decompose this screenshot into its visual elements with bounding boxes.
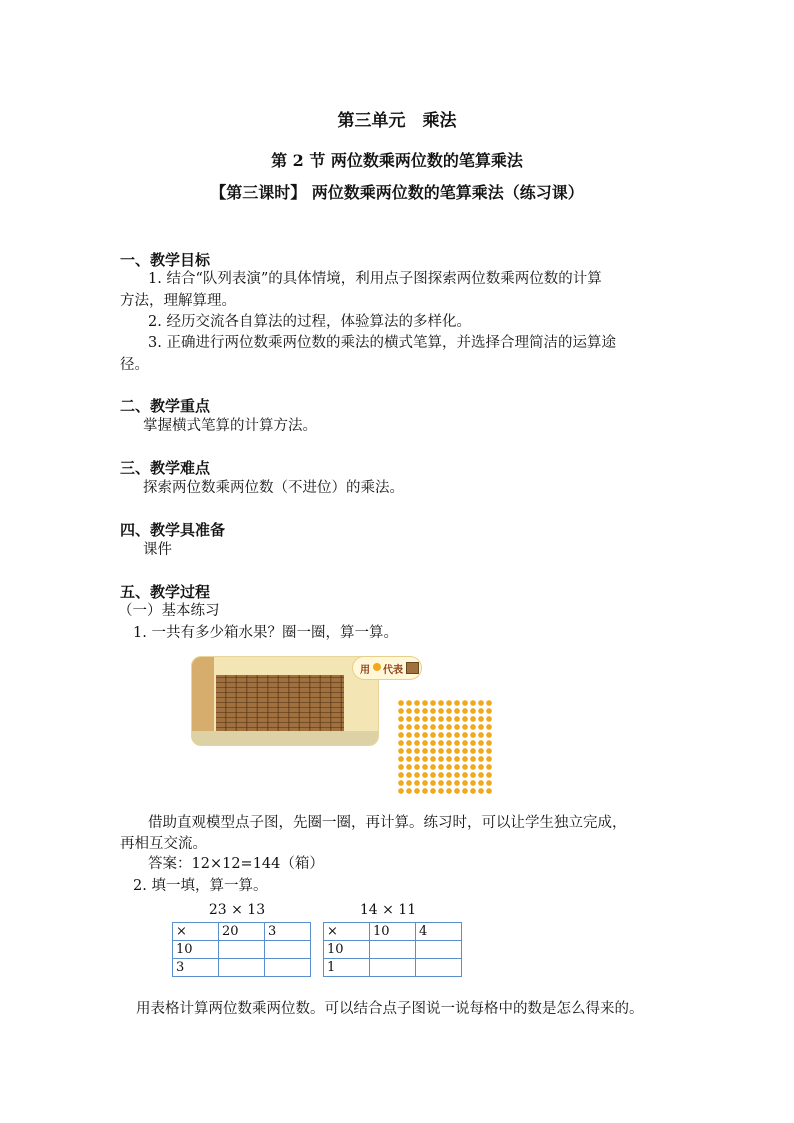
table-cell <box>370 959 416 977</box>
question-1: 1. 一共有多少箱水果？圈一圈，算一算。 <box>133 625 398 641</box>
table-cell <box>265 959 311 977</box>
key-point-text: 掌握横式笔算的计算方法。 <box>143 418 317 434</box>
table-cell <box>219 941 265 959</box>
table-cell <box>416 959 462 977</box>
process-heading: 五、教学过程 <box>120 583 211 601</box>
process-subheading: （一）基本练习 <box>118 603 220 619</box>
table-cell: 1 <box>324 959 370 977</box>
fruit-box-stack <box>216 675 344 737</box>
section-title: 第 2 节 两位数乘两位数的笔算乘法 <box>271 151 523 170</box>
table-cell <box>219 959 265 977</box>
table-cell: 20 <box>219 923 265 941</box>
multiplication-table-1 <box>172 922 311 977</box>
table-cell: 4 <box>416 923 462 941</box>
box-icon <box>406 662 419 674</box>
preparation-heading: 四、教学具准备 <box>120 521 226 539</box>
bubble-label-represent: 代表 <box>383 665 403 676</box>
table-row <box>324 941 462 959</box>
table-cell <box>265 941 311 959</box>
table-row <box>173 923 311 941</box>
dot-array-diagram <box>397 699 493 795</box>
unit-title: 第三单元 乘法 <box>337 111 457 131</box>
note-line-2: 再相互交流。 <box>120 836 207 852</box>
goal-2: 2. 经历交流各自算法的过程，体验算法的多样化。 <box>148 314 471 330</box>
dot-icon <box>373 663 381 671</box>
table-cell: 10 <box>324 941 370 959</box>
bubble-label-use: 用 <box>360 665 370 676</box>
goal-1-line-2: 方法，理解算理。 <box>120 293 236 309</box>
key-point-heading: 二、教学重点 <box>120 397 211 415</box>
table-cell: 10 <box>370 923 416 941</box>
fruit-boxes-illustration <box>191 656 379 746</box>
table-1-caption: 23 × 13 <box>208 902 266 918</box>
thought-bubble <box>352 656 422 680</box>
note-line-1: 借助直观模型点子图，先圈一圈，再计算。练习时，可以让学生独立完成， <box>148 815 627 831</box>
goals-heading: 一、教学目标 <box>120 251 211 269</box>
table-note: 用表格计算两位数乘两位数。可以结合点子图说一说每格中的数是怎么得来的。 <box>136 1001 644 1017</box>
question-2: 2. 填一填，算一算。 <box>133 878 268 894</box>
lesson-title: 【第三课时】 两位数乘两位数的笔算乘法（练习课） <box>210 183 584 202</box>
goal-3-line-1: 3. 正确进行两位数乘两位数的乘法的横式笔算，并选择合理简洁的运算途 <box>148 335 616 351</box>
table-cell: 10 <box>173 941 219 959</box>
table-row <box>324 923 462 941</box>
difficulty-heading: 三、教学难点 <box>120 459 211 477</box>
table-row <box>324 959 462 977</box>
difficulty-text: 探索两位数乘两位数（不进位）的乘法。 <box>143 480 404 496</box>
goal-3-line-2: 径。 <box>120 357 149 373</box>
goal-1-line-1: 1. 结合“队列表演”的具体情境，利用点子图探索两位数乘两位数的计算 <box>148 271 602 287</box>
table-cell: 3 <box>173 959 219 977</box>
answer-text: 答案：12×12=144（箱） <box>148 856 324 872</box>
multiplication-table-2 <box>323 922 462 977</box>
table-row <box>173 959 311 977</box>
table-cell: × <box>324 923 370 941</box>
table-cell <box>370 941 416 959</box>
table-cell <box>416 941 462 959</box>
table-cell: 3 <box>265 923 311 941</box>
preparation-text: 课件 <box>143 542 172 558</box>
table-2-caption: 14 × 11 <box>359 902 417 918</box>
table-row <box>173 941 311 959</box>
table-cell: × <box>173 923 219 941</box>
